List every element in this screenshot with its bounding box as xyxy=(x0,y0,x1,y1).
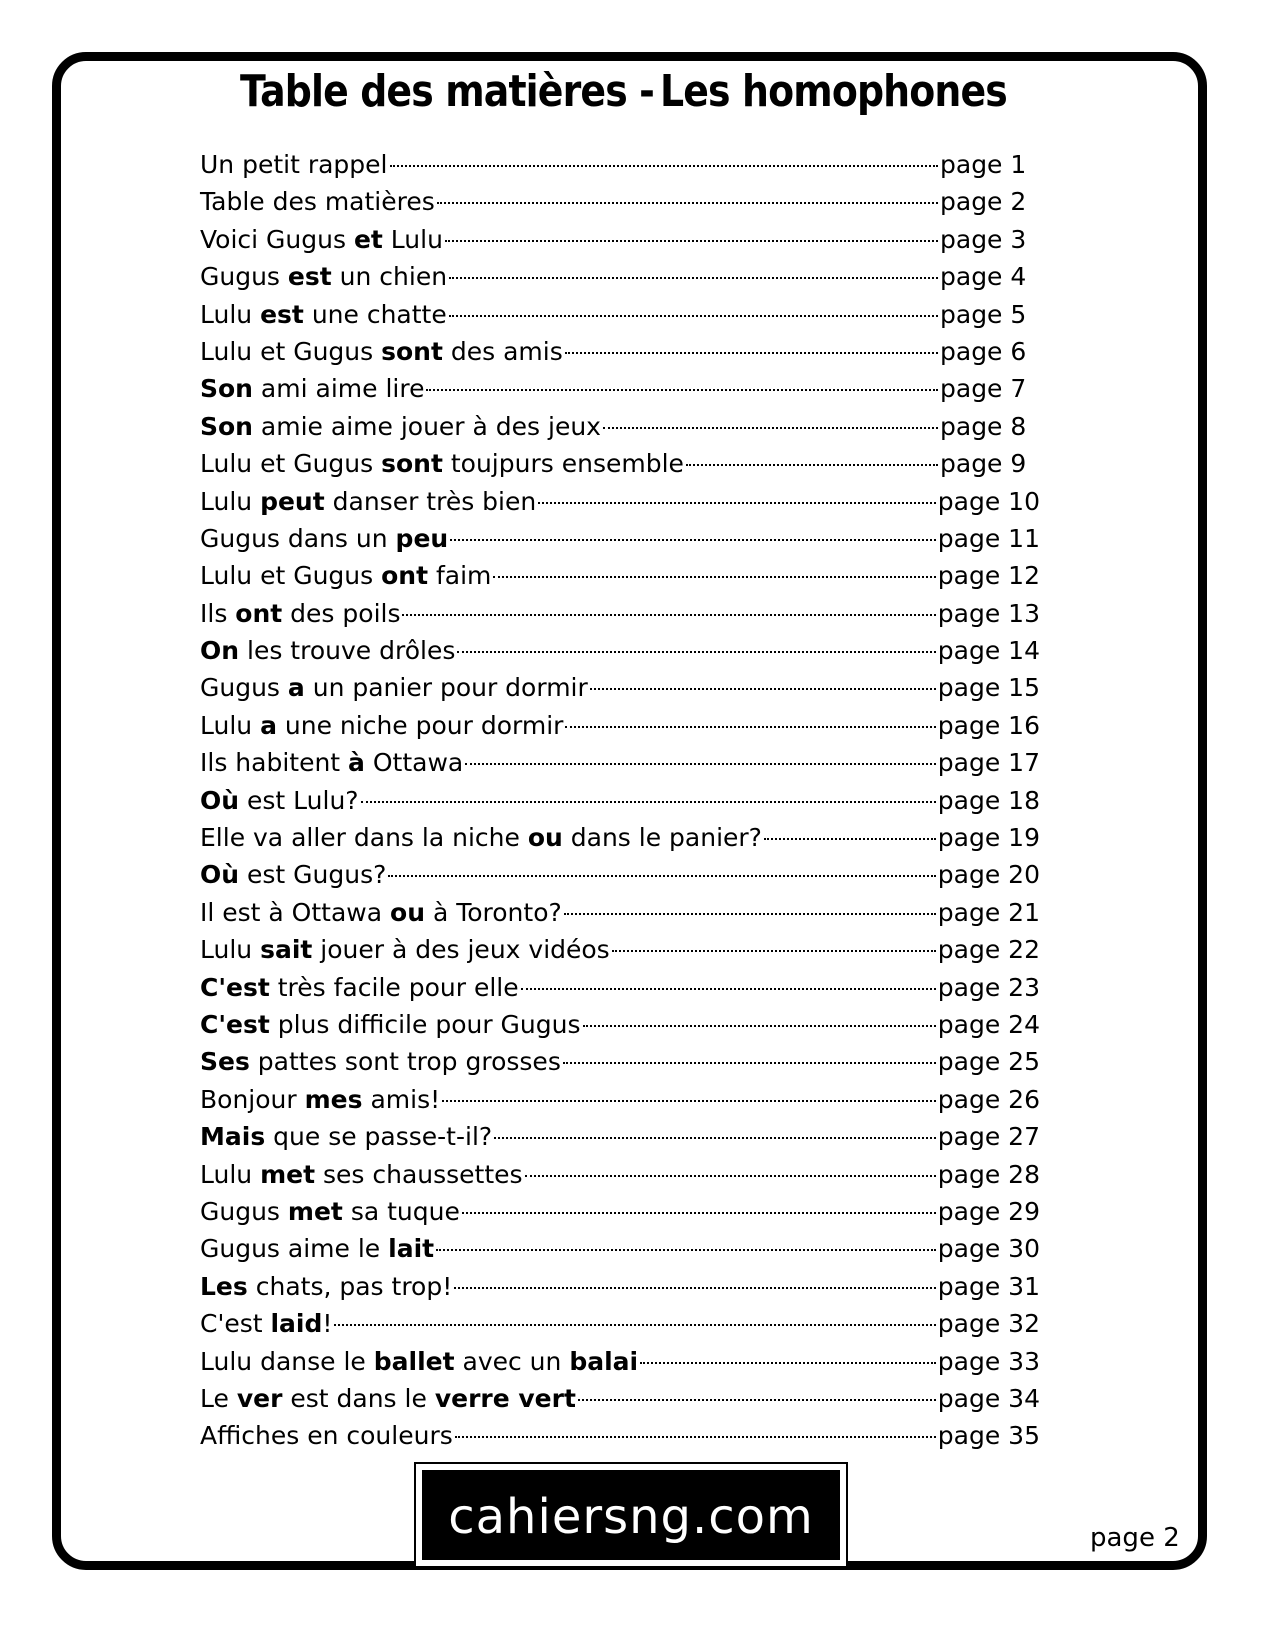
toc-text: Lulu xyxy=(382,224,443,254)
toc-entry-title xyxy=(200,1006,581,1043)
toc-leader-dots xyxy=(388,875,935,877)
toc-leader-dots xyxy=(764,838,936,840)
toc-text: Lulu danse le xyxy=(200,1346,374,1376)
toc-leader-dots xyxy=(454,1287,936,1289)
toc-page-number: page 12 xyxy=(937,561,1040,591)
title-part-1: Table des matières - xyxy=(240,66,655,117)
toc-text: un chien xyxy=(331,262,448,292)
toc-entry xyxy=(200,856,1040,893)
toc-entry-title xyxy=(200,258,447,295)
toc-entry-title xyxy=(200,333,563,370)
toc-entry xyxy=(200,969,1040,1006)
toc-page-number: page 15 xyxy=(937,673,1040,703)
toc-highlight-word: est xyxy=(287,262,332,292)
toc-entry xyxy=(200,483,1040,520)
toc-entry-title xyxy=(200,969,519,1006)
toc-page-number: page 17 xyxy=(937,748,1040,778)
toc-leader-dots xyxy=(538,502,936,504)
toc-highlight-word: met xyxy=(287,1196,343,1226)
toc-text: sa tuque xyxy=(342,1196,460,1226)
toc-text: C'est xyxy=(200,1309,271,1339)
toc-page-number: page 25 xyxy=(937,1047,1040,1077)
toc-text: Lulu et Gugus xyxy=(200,561,382,591)
toc-entry xyxy=(200,221,1040,258)
toc-entry-title xyxy=(200,1268,452,1305)
toc-page-number: page 5 xyxy=(940,299,1027,329)
toc-entry xyxy=(200,1118,1040,1155)
toc-page-number: page 1 xyxy=(940,150,1027,179)
toc-entry xyxy=(200,894,1040,931)
toc-leader-dots xyxy=(563,1062,936,1064)
toc-text: avec un xyxy=(454,1346,570,1376)
toc-text: Voici Gugus xyxy=(200,224,354,254)
toc-entry-title xyxy=(200,819,762,856)
toc-entry xyxy=(200,557,1040,594)
toc-leader-dots xyxy=(493,576,935,578)
toc-text: Ils habitent xyxy=(200,748,349,778)
toc-page-number: page 23 xyxy=(937,972,1040,1002)
toc-entry xyxy=(200,1156,1040,1193)
toc-highlight-word: Où xyxy=(200,860,240,890)
toc-text: à Toronto? xyxy=(425,897,562,927)
toc-page-number: page 19 xyxy=(937,823,1040,853)
toc-highlight-word: ballet xyxy=(373,1346,455,1376)
toc-entry xyxy=(200,370,1040,407)
title-part-2: Les homophones xyxy=(660,66,1007,117)
toc-page-number: page 2 xyxy=(940,187,1027,217)
toc-page-number: page 26 xyxy=(937,1084,1040,1114)
toc-page-number: page 21 xyxy=(937,897,1040,927)
toc-leader-dots xyxy=(449,277,938,279)
toc-entry-title xyxy=(200,595,400,632)
toc-page-number: page 4 xyxy=(940,262,1027,292)
toc-page-number: page 3 xyxy=(940,224,1027,254)
toc-entry xyxy=(200,669,1040,706)
toc-text: amie aime jouer à des jeux xyxy=(252,411,601,441)
toc-text: Table des matières xyxy=(200,187,435,217)
toc-entry xyxy=(200,333,1040,370)
toc-text: Lulu et Gugus xyxy=(200,336,382,366)
toc-text: Ottawa xyxy=(364,748,464,778)
toc-highlight-word: peu xyxy=(395,523,449,553)
toc-highlight-word: laid xyxy=(270,1309,323,1339)
toc-leader-dots xyxy=(442,1100,936,1102)
toc-entry xyxy=(200,782,1040,819)
toc-entry-title xyxy=(200,782,359,819)
toc-highlight-word: ou xyxy=(527,823,563,853)
toc-leader-dots xyxy=(437,202,938,204)
toc-page-number: page 11 xyxy=(937,523,1040,553)
toc-leader-dots xyxy=(521,988,936,990)
toc-highlight-word: Où xyxy=(200,785,240,815)
toc-highlight-word: ont xyxy=(381,561,429,591)
toc-page-number: page 6 xyxy=(940,336,1027,366)
toc-text: danser très bien xyxy=(324,486,537,516)
toc-highlight-word: ont xyxy=(235,598,283,628)
toc-entry xyxy=(200,1043,1040,1080)
toc-leader-dots xyxy=(578,1399,936,1401)
toc-leader-dots xyxy=(525,1175,936,1177)
toc-text: un panier pour dormir xyxy=(304,673,588,703)
toc-text: pattes sont trop grosses xyxy=(249,1047,561,1077)
toc-entry-title xyxy=(200,1081,440,1118)
toc-entry-title xyxy=(200,1043,561,1080)
toc-text: Il est à Ottawa xyxy=(200,897,391,927)
toc-leader-dots xyxy=(457,651,935,653)
toc-highlight-word: mes xyxy=(304,1084,363,1114)
toc-highlight-word: ver xyxy=(236,1383,283,1413)
toc-page-number: page 27 xyxy=(937,1122,1040,1152)
toc-text: Lulu xyxy=(200,486,261,516)
toc-entry xyxy=(200,1081,1040,1118)
toc-text: Gugus dans un xyxy=(200,523,396,553)
toc-entry-title xyxy=(200,146,388,183)
toc-leader-dots xyxy=(402,614,935,616)
toc-highlight-word: a xyxy=(287,673,305,703)
toc-leader-dots xyxy=(436,1249,936,1251)
toc-text: Ils xyxy=(200,598,236,628)
toc-page-number: page 31 xyxy=(937,1271,1040,1301)
toc-highlight-word: peut xyxy=(260,486,325,516)
toc-page-number: page 24 xyxy=(937,1009,1040,1039)
toc-text: ami aime lire xyxy=(252,374,425,404)
toc-entry xyxy=(200,632,1040,669)
toc-entry xyxy=(200,1380,1040,1417)
toc-entry xyxy=(200,408,1040,445)
toc-leader-dots xyxy=(445,240,938,242)
toc-text: Lulu xyxy=(200,935,261,965)
toc-entry xyxy=(200,146,1040,183)
toc-text: Bonjour xyxy=(200,1084,305,1114)
toc-entry xyxy=(200,296,1040,333)
toc-page-number: page 16 xyxy=(937,710,1040,740)
toc-entry xyxy=(200,707,1040,744)
toc-leader-dots xyxy=(494,1137,936,1139)
toc-highlight-word: Son xyxy=(200,411,253,441)
toc-page-number: page 7 xyxy=(940,374,1027,404)
toc-entry xyxy=(200,1417,1040,1454)
toc-leader-dots xyxy=(361,801,936,803)
toc-page-number: page 28 xyxy=(937,1159,1040,1189)
toc-entry-title xyxy=(200,707,563,744)
toc-leader-dots xyxy=(565,726,935,728)
toc-highlight-word: Ses xyxy=(200,1047,250,1077)
toc-entry-title xyxy=(200,221,443,258)
toc-text: Lulu xyxy=(200,299,261,329)
toc-text: chats, pas trop! xyxy=(247,1271,453,1301)
website-logo xyxy=(414,1462,848,1568)
toc-leader-dots xyxy=(612,950,936,952)
toc-leader-dots xyxy=(465,763,936,765)
toc-highlight-word: C'est xyxy=(200,1009,270,1039)
toc-highlight-word: sont xyxy=(381,449,443,479)
toc-leader-dots xyxy=(686,464,938,466)
toc-text: jouer à des jeux vidéos xyxy=(312,935,610,965)
toc-page-number: page 10 xyxy=(937,486,1040,516)
toc-entry-title xyxy=(200,1380,576,1417)
toc-highlight-word: sait xyxy=(260,935,313,965)
toc-text: Elle va aller dans la niche xyxy=(200,823,528,853)
toc-entry xyxy=(200,520,1040,557)
toc-highlight-word: est xyxy=(260,299,304,329)
toc-highlight-word: C'est xyxy=(200,972,270,1002)
toc-entry-title xyxy=(200,520,448,557)
toc-entry xyxy=(200,183,1040,220)
toc-text: des amis xyxy=(442,336,563,366)
toc-text: Affiches en couleurs xyxy=(200,1421,453,1451)
toc-entry-title xyxy=(200,1118,492,1155)
toc-entry xyxy=(200,595,1040,632)
toc-entry-title xyxy=(200,183,435,220)
toc-page-number: page 32 xyxy=(937,1309,1040,1339)
toc-text: Lulu xyxy=(200,1159,261,1189)
toc-entry-title xyxy=(200,1417,453,1454)
toc-text: que se passe-t-il? xyxy=(265,1122,493,1152)
toc-leader-dots xyxy=(450,539,936,541)
toc-text: ! xyxy=(322,1309,333,1339)
toc-entry-title xyxy=(200,744,463,781)
toc-highlight-word: met xyxy=(260,1159,316,1189)
toc-page-number: page 20 xyxy=(937,860,1040,890)
website-label: cahiersng.com xyxy=(422,1470,840,1560)
toc-text: toujpurs ensemble xyxy=(442,449,684,479)
toc-entry xyxy=(200,819,1040,856)
toc-highlight-word: On xyxy=(200,636,240,666)
toc-page-number: page 30 xyxy=(937,1234,1040,1264)
toc-text: Gugus xyxy=(200,673,288,703)
toc-text: ses chaussettes xyxy=(315,1159,523,1189)
toc-entry-title xyxy=(200,1156,523,1193)
toc-highlight-word: verre vert xyxy=(434,1383,576,1413)
toc-leader-dots xyxy=(590,688,936,690)
toc-entry xyxy=(200,1268,1040,1305)
toc-text: une niche pour dormir xyxy=(276,710,564,740)
toc-page-number: page 9 xyxy=(940,449,1027,479)
toc-text: amis! xyxy=(362,1084,441,1114)
toc-leader-dots xyxy=(583,1025,936,1027)
toc-entry-title xyxy=(200,557,491,594)
toc-text: les trouve drôles xyxy=(239,636,456,666)
toc-entry-title xyxy=(200,370,424,407)
toc-page-number: page 34 xyxy=(937,1383,1040,1413)
toc-entry xyxy=(200,1305,1040,1342)
toc-text: Un petit rappel xyxy=(200,150,388,179)
toc-text: Le xyxy=(200,1383,237,1413)
toc-text: Lulu et Gugus xyxy=(200,449,382,479)
toc-entry-title xyxy=(200,1193,460,1230)
toc-page-number: page 14 xyxy=(937,636,1040,666)
toc-entry xyxy=(200,1193,1040,1230)
toc-entry-title xyxy=(200,483,536,520)
toc-text: est dans le xyxy=(282,1383,435,1413)
toc-leader-dots xyxy=(640,1362,936,1364)
toc-text: plus difficile pour Gugus xyxy=(269,1009,581,1039)
toc-entry xyxy=(200,1343,1040,1380)
toc-page-number: page 13 xyxy=(937,598,1040,628)
page-number: page 2 xyxy=(1090,1523,1180,1553)
toc-page-number: page 29 xyxy=(937,1196,1040,1226)
toc-highlight-word: a xyxy=(260,710,277,740)
toc-highlight-word: et xyxy=(353,224,383,254)
toc-highlight-word: à xyxy=(348,748,365,778)
toc-highlight-word: lait xyxy=(388,1234,435,1264)
toc-leader-dots xyxy=(334,1324,935,1326)
toc-leader-dots xyxy=(390,165,939,167)
toc-entry xyxy=(200,931,1040,968)
toc-leader-dots xyxy=(455,1436,936,1438)
toc-text: est Gugus? xyxy=(239,860,387,890)
toc-entry-title xyxy=(200,856,386,893)
toc-entry-title xyxy=(200,296,447,333)
toc-entry-title xyxy=(200,408,601,445)
toc-text: une chatte xyxy=(303,299,447,329)
toc-page-number: page 33 xyxy=(937,1346,1040,1376)
toc-entry xyxy=(200,1006,1040,1043)
toc-entry-title xyxy=(200,632,455,669)
toc-highlight-word: Son xyxy=(200,374,253,404)
toc-leader-dots xyxy=(565,352,938,354)
toc-entry-title xyxy=(200,669,588,706)
toc-entry-title xyxy=(200,894,562,931)
toc-highlight-word: Les xyxy=(200,1271,248,1301)
table-of-contents xyxy=(200,146,1040,1455)
toc-entry xyxy=(200,1230,1040,1267)
toc-highlight-word: balai xyxy=(569,1346,639,1376)
toc-text: dans le panier? xyxy=(562,823,762,853)
toc-page-number: page 8 xyxy=(940,411,1027,441)
toc-entry xyxy=(200,744,1040,781)
toc-highlight-word: Mais xyxy=(200,1122,266,1152)
toc-text: Lulu xyxy=(200,710,261,740)
toc-page-number: page 22 xyxy=(937,935,1040,965)
toc-leader-dots xyxy=(426,389,938,391)
toc-page-number: page 35 xyxy=(937,1421,1040,1451)
toc-entry xyxy=(200,258,1040,295)
toc-text: Gugus xyxy=(200,1196,288,1226)
toc-leader-dots xyxy=(603,427,938,429)
toc-entry-title xyxy=(200,1305,332,1342)
toc-page-number: page 18 xyxy=(937,785,1040,815)
toc-entry xyxy=(200,445,1040,482)
toc-entry-title xyxy=(200,931,610,968)
toc-leader-dots xyxy=(564,913,936,915)
toc-entry-title xyxy=(200,1343,638,1380)
toc-entry-title xyxy=(200,445,684,482)
toc-highlight-word: ou xyxy=(390,897,425,927)
toc-text: des poils xyxy=(282,598,401,628)
toc-text: très facile pour elle xyxy=(269,972,519,1002)
toc-entry-title xyxy=(200,1230,434,1267)
toc-highlight-word: sont xyxy=(381,336,443,366)
toc-text: Gugus aime le xyxy=(200,1234,389,1264)
toc-text: est Lulu? xyxy=(239,785,359,815)
toc-leader-dots xyxy=(462,1212,936,1214)
toc-text: faim xyxy=(428,561,492,591)
toc-leader-dots xyxy=(449,315,938,317)
toc-text: Gugus xyxy=(200,262,288,292)
